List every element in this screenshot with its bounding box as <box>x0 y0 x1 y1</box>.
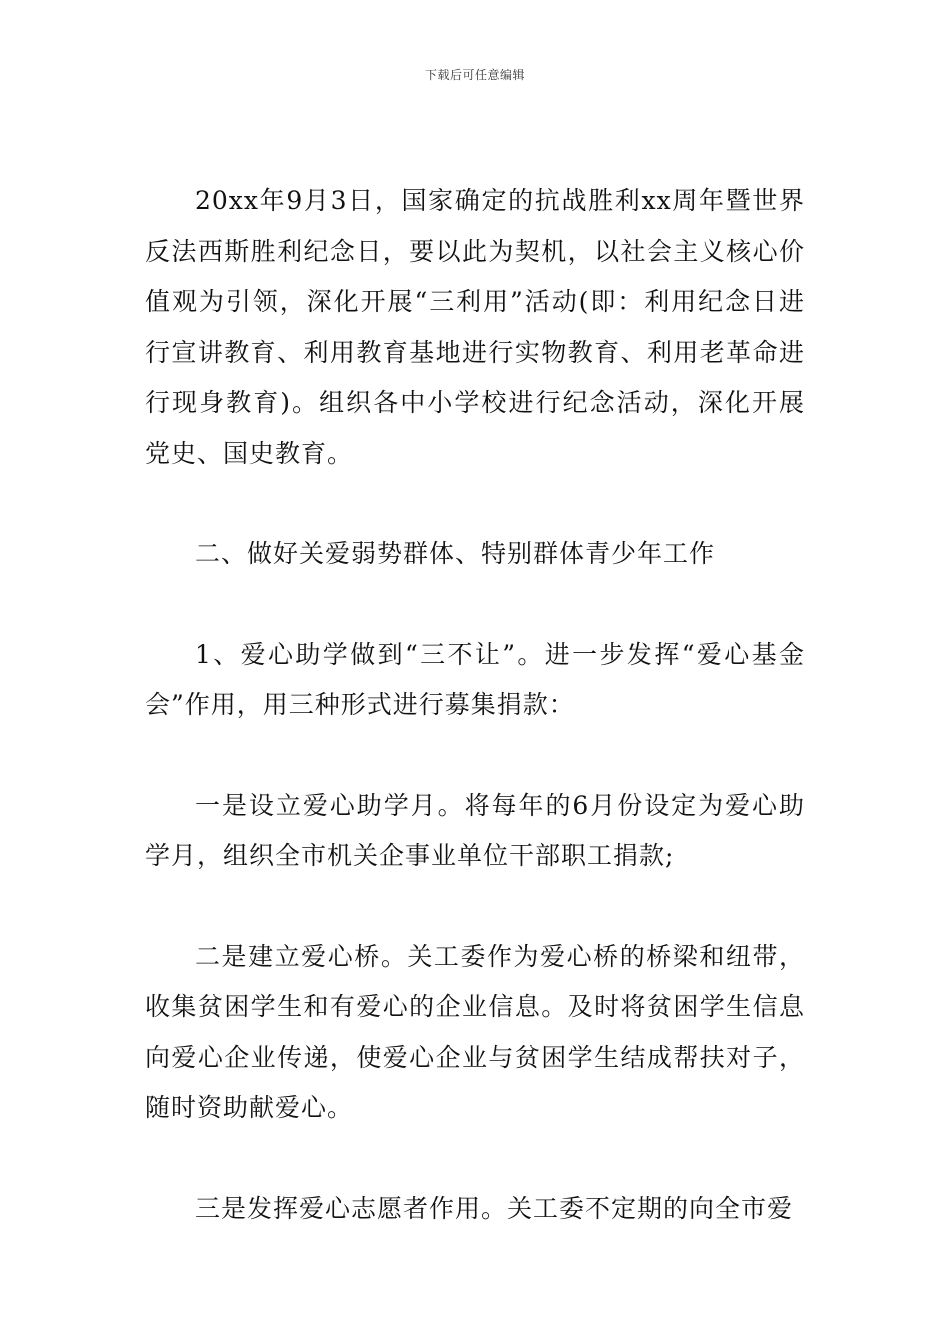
section-heading-care-work: 二、做好关爱弱势群体、特别群体青少年工作 <box>195 539 716 568</box>
paragraph-aid-month: 一是设立爱心助学月。将每年的6月份设定为爱心助学月，组织全市机关企事业单位干部职工捐款; <box>145 790 805 870</box>
paragraph-gap <box>145 479 805 529</box>
paragraph-gap <box>145 1134 805 1184</box>
paragraph-gap <box>145 731 805 781</box>
paragraph-love-aid: 1、爱心助学做到“三不让”。进一步发挥“爱心基金会”作用，用三种形式进行募集捐款： <box>145 639 805 719</box>
paragraph-love-bridge: 二是建立爱心桥。关工委作为爱心桥的桥梁和纽带，收集贫困学生和有爱心的企业信息。及时将贫困学生信息向爱心企业传递，使爱心企业与贫困学生结成帮扶对子，随时资助献爱心。 <box>145 941 805 1122</box>
paragraph-volunteers: 三是发挥爱心志愿者作用。关工委不定期的向全市爱 <box>195 1193 794 1223</box>
paragraph-gap <box>145 882 805 932</box>
page-header-note: 下载后可任意编辑 <box>424 68 525 82</box>
paragraph-anniversary: 20xx年9月3日，国家确定的抗战胜利xx周年暨世界反法西斯胜利纪念日，要以此为契机，以社会主义核心价值观为引领，深化开展“三利用”活动(即：利用纪念日进行宣讲教育、利用教育基地进行实物教育、利用老革命进行现身教育)。组织各中小学校进行纪念活动，深化开展党史、国史教育。 <box>145 186 805 468</box>
paragraph-gap <box>145 580 805 630</box>
document-body <box>145 176 805 1234</box>
